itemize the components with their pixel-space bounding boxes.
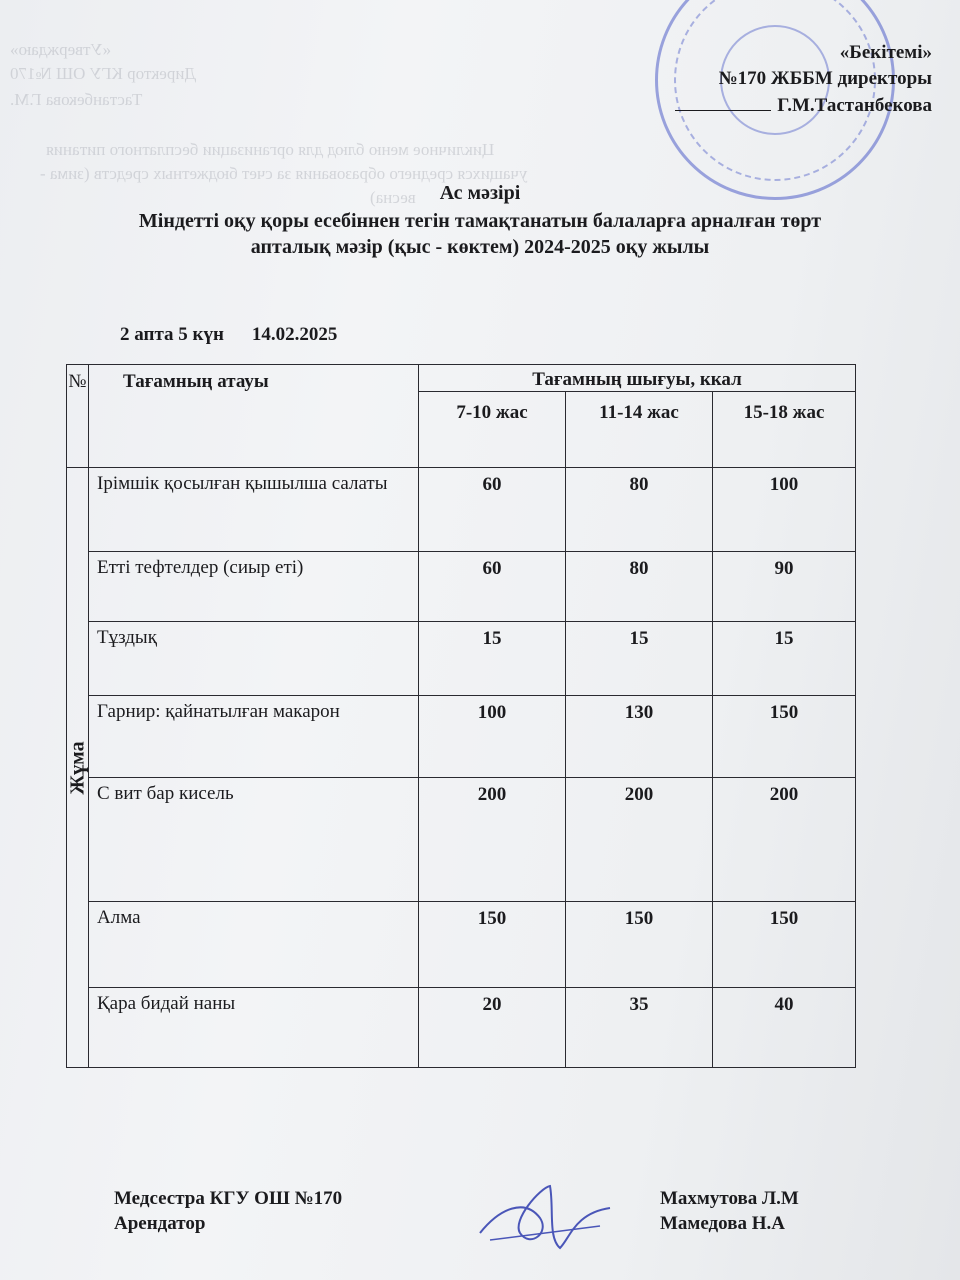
bleed-text: учащихся среднего образования за счет бюджетных средств (зима -	[40, 164, 528, 183]
signature-blank	[675, 92, 771, 111]
dish-name: Етті тефтелдер (сиыр еті)	[89, 552, 419, 622]
day-label: Жұма	[66, 740, 88, 795]
bleed-text: Тастанбекова Г.М.	[10, 90, 143, 109]
menu-date: 14.02.2025	[251, 324, 338, 345]
kcal-value: 130	[566, 696, 713, 778]
kcal-value: 80	[566, 552, 713, 622]
table-row	[67, 778, 856, 902]
menu-table	[66, 364, 856, 1068]
approval-heading: «Бекітемі»	[839, 42, 932, 63]
kcal-value: 90	[713, 552, 856, 622]
dish-name: С вит бар кисель	[89, 778, 419, 902]
table-row	[67, 552, 856, 622]
kcal-value: 80	[566, 468, 713, 552]
dish-name: Тұздық	[89, 622, 419, 696]
table-row	[67, 468, 856, 552]
kcal-value: 40	[713, 988, 856, 1068]
bleed-text: «Утверждаю»	[10, 40, 112, 59]
age-header: 7-10 жас	[419, 392, 566, 468]
footer-right	[660, 1186, 799, 1236]
kcal-value: 200	[566, 778, 713, 902]
bleed-text: Директор КГУ ОШ №170	[10, 64, 197, 83]
document-subtitle: апталық мәзір (қыс - көктем) 2024-2025 оқу жылы	[250, 236, 710, 258]
tenant-name: Мамедова Н.А	[660, 1213, 785, 1234]
approval-block	[675, 40, 932, 119]
document-subtitle: Міндетті оқу қоры есебіннен тегін тамақтанатын балаларға арналған төрт	[138, 210, 822, 232]
kcal-value: 60	[419, 552, 566, 622]
kcal-value: 15	[419, 622, 566, 696]
column-header-number: №	[67, 365, 89, 468]
kcal-value: 15	[713, 622, 856, 696]
table-row	[67, 988, 856, 1068]
kcal-value: 60	[419, 468, 566, 552]
nurse-label: Медсестра КГУ ОШ №170	[114, 1188, 343, 1209]
kcal-value: 150	[713, 902, 856, 988]
approval-signature-line	[675, 92, 932, 119]
age-header: 11-14 жас	[566, 392, 713, 468]
bleed-text: Цикличное меню блюд для организации бесплатного питания	[46, 140, 495, 159]
kcal-value: 35	[566, 988, 713, 1068]
kcal-value: 150	[713, 696, 856, 778]
kcal-value: 15	[566, 622, 713, 696]
document-title: Ас мәзірі	[439, 182, 521, 204]
column-header-output: Тағамның шығуы, ккал	[419, 365, 856, 392]
day-cell	[67, 468, 89, 1068]
kcal-value: 200	[713, 778, 856, 902]
approval-director-name: Г.М.Тастанбекова	[777, 95, 932, 116]
approval-position: №170 ЖББМ директоры	[718, 68, 932, 89]
table-row	[67, 622, 856, 696]
table-row	[67, 902, 856, 988]
kcal-value: 20	[419, 988, 566, 1068]
kcal-value: 200	[419, 778, 566, 902]
dish-name: Алма	[89, 902, 419, 988]
schedule-line	[120, 324, 365, 346]
handwritten-signature	[470, 1178, 620, 1258]
dish-name: Ірімшік қосылған қышылша салаты	[89, 468, 419, 552]
footer-left	[114, 1186, 342, 1236]
column-header-dish: Тағамның атауы	[89, 365, 419, 468]
kcal-value: 100	[419, 696, 566, 778]
table-row	[67, 696, 856, 778]
tenant-label: Арендатор	[114, 1213, 206, 1234]
nurse-name: Махмутова Л.М	[660, 1188, 799, 1209]
dish-name: Гарнир: қайнатылған макарон	[89, 696, 419, 778]
kcal-value: 150	[419, 902, 566, 988]
week-day: 2 апта 5 күн	[120, 324, 224, 345]
kcal-value: 100	[713, 468, 856, 552]
age-header: 15-18 жас	[713, 392, 856, 468]
dish-name: Қара бидай наны	[89, 988, 419, 1068]
bleed-text: весна)	[370, 188, 416, 207]
kcal-value: 150	[566, 902, 713, 988]
table-header-row	[67, 365, 856, 392]
